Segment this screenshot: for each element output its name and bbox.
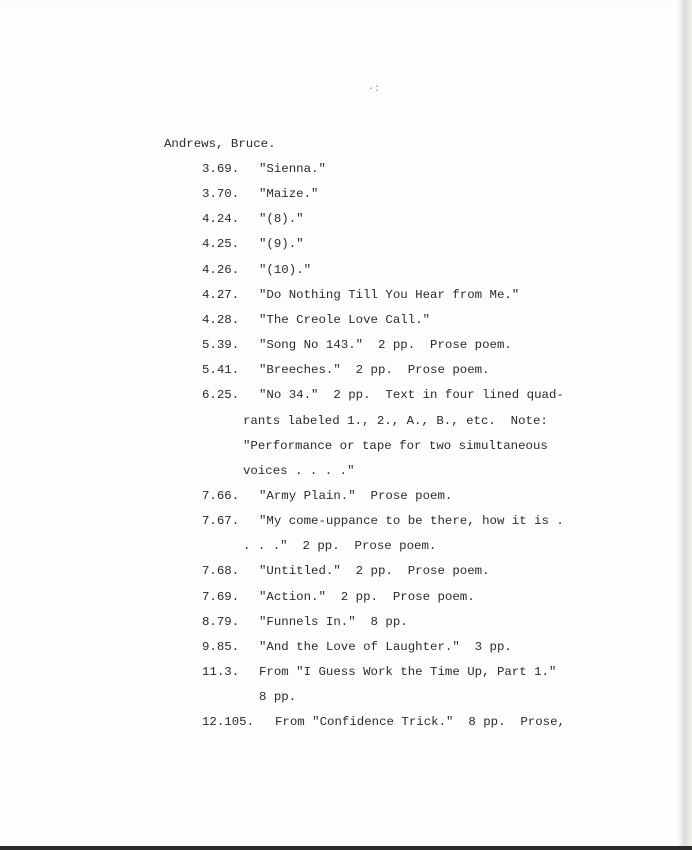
entry-number: 8.79. bbox=[202, 614, 240, 629]
entry-text: "Action." 2 pp. Prose poem. bbox=[259, 589, 475, 604]
entry-text: "My come-uppance to be there, how it is . bbox=[259, 514, 564, 529]
entry-text: "And the Love of Laughter." 3 pp. bbox=[259, 639, 512, 654]
entry-text: "Sienna." bbox=[259, 162, 326, 176]
author-heading: Andrews, Bruce. bbox=[164, 137, 276, 151]
entry-text: "(9)." bbox=[259, 237, 304, 252]
entry-text: From "Confidence Trick." 8 pp. Prose, bbox=[275, 715, 565, 730]
page-edge bbox=[684, 0, 692, 846]
entry-continuation: "Performance or tape for two simultaneous bbox=[243, 438, 548, 453]
entry-number: 5.39. bbox=[202, 338, 240, 353]
entry-text: "Breeches." 2 pp. Prose poem. bbox=[259, 363, 490, 378]
entry-text: "The Creole Love Call." bbox=[259, 312, 431, 327]
entry-number: 3.69. bbox=[202, 162, 240, 176]
entry-text: From "I Guess Work the Time Up, Part 1." bbox=[259, 665, 557, 679]
entry-number: 4.24. bbox=[202, 212, 240, 227]
scan-border bbox=[0, 846, 692, 850]
entry-number: 5.41. bbox=[202, 363, 240, 378]
entry-text: "Army Plain." Prose poem. bbox=[259, 488, 453, 503]
entry-text: "(8)." bbox=[259, 212, 304, 227]
entry-number: 4.28. bbox=[202, 312, 240, 327]
entry-continuation: 8 pp. bbox=[259, 690, 297, 705]
entry-text: "Maize." bbox=[259, 187, 319, 202]
entry-number: 7.67. bbox=[202, 514, 240, 529]
entry-text: "(10)." bbox=[259, 262, 312, 277]
entry-number: 11.3. bbox=[202, 665, 240, 679]
entry-continuation: rants labeled 1., 2., A., B., etc. Note: bbox=[243, 413, 548, 428]
entry-text: "Untitled." 2 pp. Prose poem. bbox=[259, 564, 490, 579]
page-mark: ·: bbox=[368, 84, 381, 95]
entry-number: 12.105. bbox=[202, 715, 255, 730]
entry-text: "Song No 143." 2 pp. Prose poem. bbox=[259, 338, 512, 353]
entry-number: 9.85. bbox=[202, 639, 240, 654]
entry-number: 4.26. bbox=[202, 262, 240, 277]
entry-text: "Do Nothing Till You Hear from Me." bbox=[259, 287, 520, 302]
entry-number: 3.70. bbox=[202, 187, 240, 202]
entry-text: "Funnels In." 8 pp. bbox=[259, 614, 408, 629]
entry-number: 4.25. bbox=[202, 237, 240, 252]
entry-text: "No 34." 2 pp. Text in four lined quad- bbox=[259, 388, 564, 403]
entry-number: 4.27. bbox=[202, 287, 240, 302]
entry-number: 6.25. bbox=[202, 388, 240, 403]
entry-number: 7.66. bbox=[202, 488, 240, 503]
entry-continuation: . . ." 2 pp. Prose poem. bbox=[243, 539, 437, 554]
entry-number: 7.69. bbox=[202, 589, 240, 604]
entry-number: 7.68. bbox=[202, 564, 240, 579]
entry-continuation: voices . . . ." bbox=[243, 463, 355, 478]
